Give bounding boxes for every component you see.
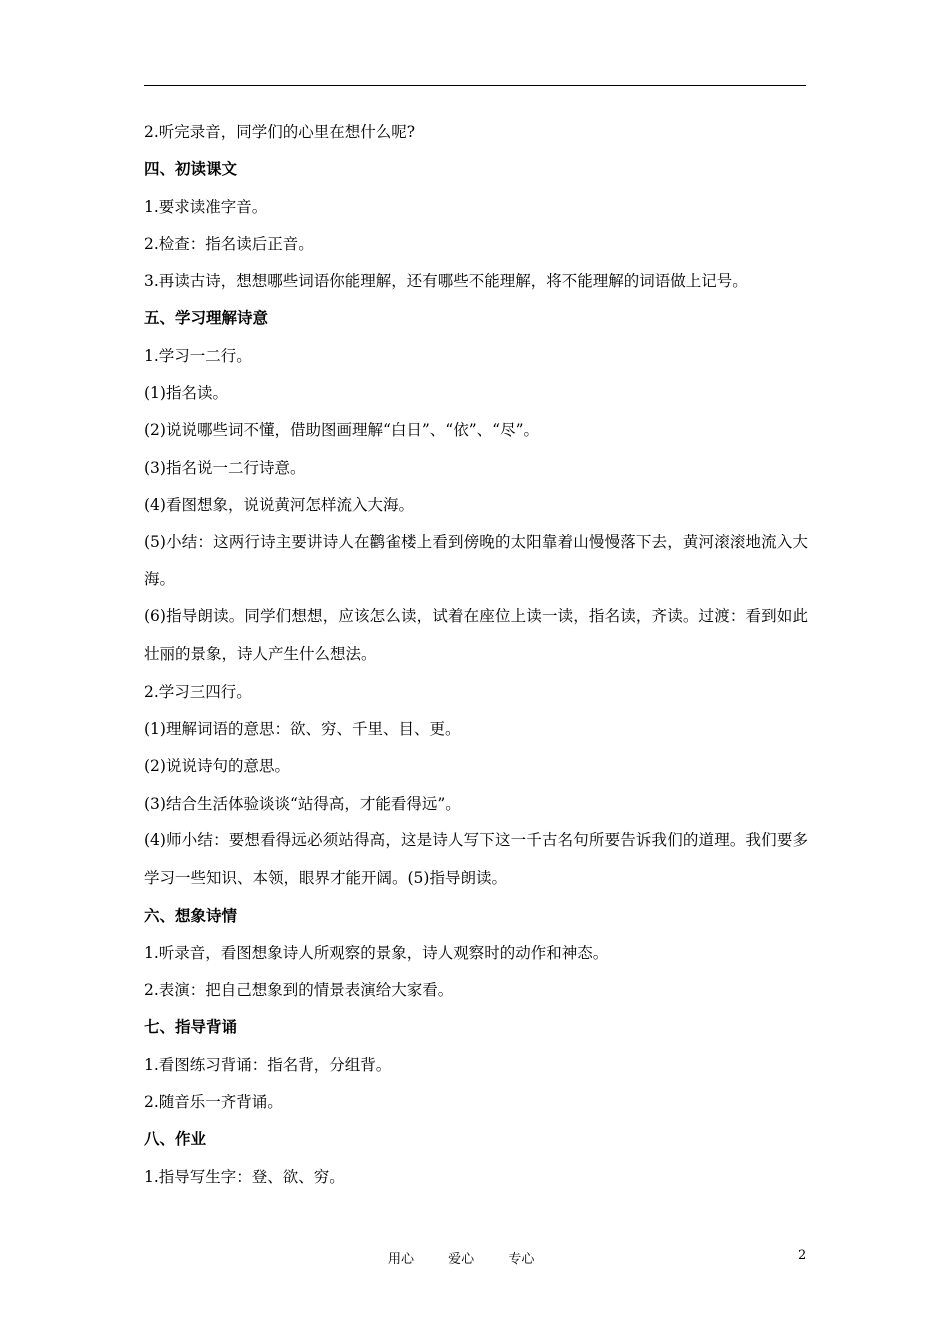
section-heading: 八、作业: [144, 1130, 207, 1149]
paragraph: 1.要求读准字音。: [144, 197, 268, 216]
section-heading: 六、想象诗情: [144, 906, 238, 925]
paragraph: 1.听录音，看图想象诗人所观察的景象，诗人观察时的动作和神态。: [144, 943, 609, 962]
paragraph: 3.再读古诗，想想哪些词语你能理解，还有哪些不能理解，将不能理解的词语做上记号。: [144, 272, 748, 291]
page-number: 2: [798, 1248, 807, 1263]
document-body: [144, 123, 808, 1205]
paragraph: 2.检查：指名读后正音。: [144, 234, 314, 253]
footer-motto-item: 用心: [388, 1252, 415, 1267]
section-heading: 五、学习理解诗意: [144, 309, 269, 328]
paragraph: (5)小结：这两行诗主要讲诗人在鹳雀楼上看到傍晚的太阳靠着山慢慢落下去，黄河滚滚地流入大海。: [144, 532, 808, 588]
footer-motto: [388, 1248, 564, 1267]
paragraph: (6)指导朗读。同学们想想，应该怎么读，试着在座位上读一读，指名读，齐读。过渡：看到如此壮丽的景象，诗人产生什么想法。: [144, 607, 808, 663]
paragraph: 2.随音乐一齐背诵。: [144, 1093, 283, 1111]
paragraph: 1.指导写生字：登、欲、穷。: [144, 1167, 345, 1186]
footer-motto-item: 专心: [508, 1252, 535, 1267]
section-heading: 七、指导背诵: [144, 1018, 238, 1037]
paragraph: (1)指名读。: [144, 384, 228, 403]
paragraph: 2.学习三四行。: [144, 682, 252, 701]
page-footer: [0, 1248, 950, 1268]
paragraph: 2.表演：把自己想象到的情景表演给大家看。: [144, 981, 454, 1000]
section-heading: 四、初读课文: [144, 160, 238, 179]
paragraph: (3)结合生活体验谈谈“站得高，才能看得远”。: [144, 794, 461, 813]
paragraph: 1.看图练习背诵：指名背，分组背。: [144, 1055, 392, 1074]
paragraph: (3)指名说一二行诗意。: [144, 458, 306, 477]
paragraph: (1)理解词语的意思：欲、穷、千里、目、更。: [144, 719, 461, 738]
header-rule: [144, 85, 806, 86]
paragraph: 2.听完录音，同学们的心里在想什么呢?: [144, 123, 416, 141]
paragraph: 1.学习一二行。: [144, 346, 252, 365]
paragraph: (4)师小结：要想看得远必须站得高，这是诗人写下这一千古名句所要告诉我们的道理。我们要多学习一些知识、本领，眼界才能开阔。(5)指导朗读。: [144, 831, 808, 887]
footer-motto-item: 爱心: [448, 1252, 475, 1267]
paragraph: (4)看图想象，说说黄河怎样流入大海。: [144, 495, 414, 514]
paragraph: (2)说说诗句的意思。: [144, 757, 290, 776]
paragraph: (2)说说哪些词不懂，借助图画理解“白日”、“依”、“尽”。: [144, 421, 540, 440]
